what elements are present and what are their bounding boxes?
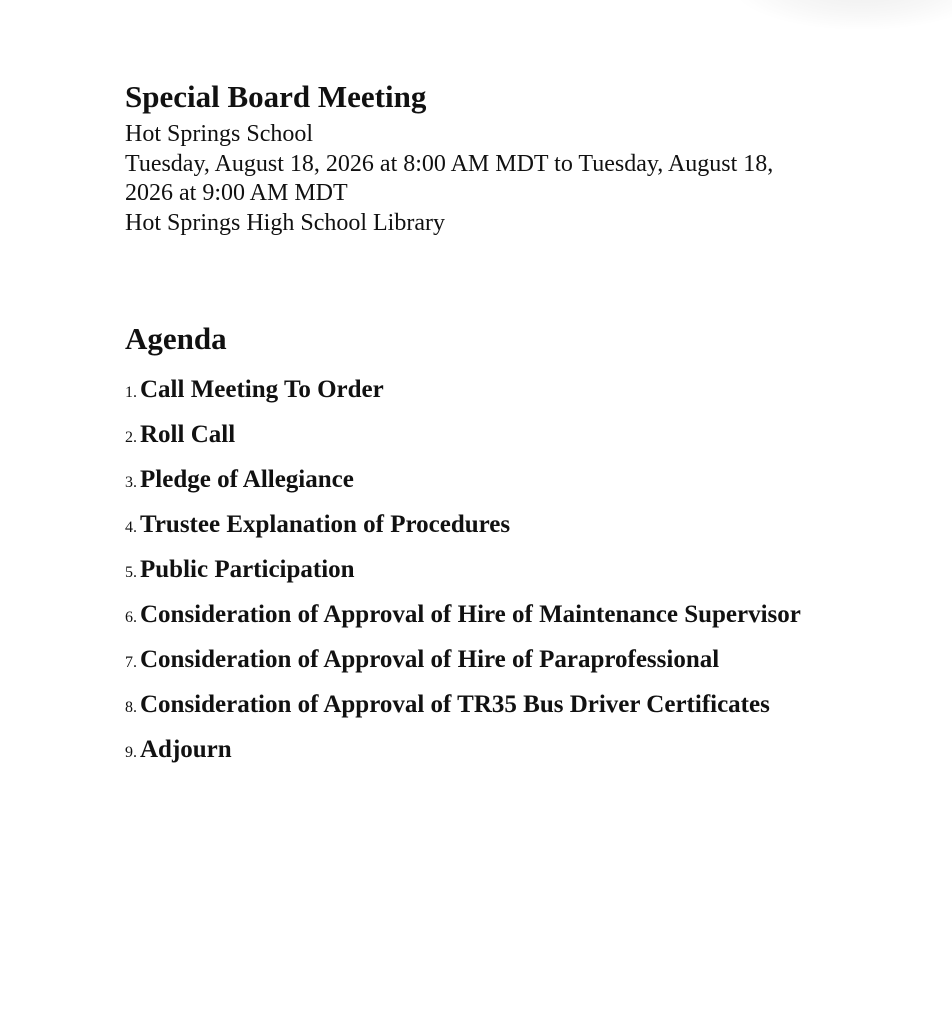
agenda-item-number: 9. [125, 744, 137, 761]
agenda-item-label: Pledge of Allegiance [140, 466, 354, 493]
agenda-item-trustee-procedures [125, 509, 815, 544]
agenda-item-paraprofessional [125, 644, 815, 679]
agenda-item-number: 4. [125, 519, 137, 536]
agenda-item-label: Roll Call [140, 421, 236, 448]
meeting-location: Hot Springs High School Library [125, 209, 445, 236]
meeting-organization: Hot Springs School [125, 121, 314, 147]
agenda-item-number: 7. [125, 654, 137, 671]
agenda-item-label: Consideration of Approval of Hire of Paraprofessional [140, 646, 720, 673]
agenda-item-label: Trustee Explanation of Procedures [140, 511, 511, 538]
agenda-item-number: 8. [125, 699, 137, 716]
meeting-title: Special Board Meeting [125, 79, 427, 114]
agenda-item-label: Public Participation [140, 556, 355, 583]
agenda-item-number: 1. [125, 384, 137, 401]
agenda-item-call-to-order [125, 374, 815, 409]
agenda-item-number: 3. [125, 474, 137, 491]
agenda-item-maintenance-supervisor [125, 599, 815, 634]
meeting-datetime: Tuesday, August 18, 2026 at 8:00 AM MDT to Tuesday, August 18, 2026 at 9:00 AM MDT [125, 150, 774, 206]
agenda-document [125, 78, 815, 779]
agenda-item-label: Call Meeting To Order [140, 376, 384, 403]
agenda-item-label: Consideration of Approval of Hire of Maintenance Supervisor [140, 601, 801, 628]
agenda-item-label: Adjourn [140, 736, 232, 763]
agenda-item-bus-driver-certificates [125, 689, 815, 724]
agenda-item-pledge [125, 464, 815, 499]
agenda-item-roll-call [125, 419, 815, 454]
agenda-item-number: 5. [125, 564, 137, 581]
page-corner-shadow [732, 0, 952, 30]
agenda-item-number: 2. [125, 429, 137, 446]
agenda-item-public-participation [125, 554, 815, 589]
agenda-heading: Agenda [125, 321, 227, 356]
agenda-item-adjourn [125, 734, 815, 769]
agenda-item-number: 6. [125, 609, 137, 626]
agenda-item-label: Consideration of Approval of TR35 Bus Driver Certificates [140, 691, 770, 718]
agenda-list [125, 374, 815, 769]
